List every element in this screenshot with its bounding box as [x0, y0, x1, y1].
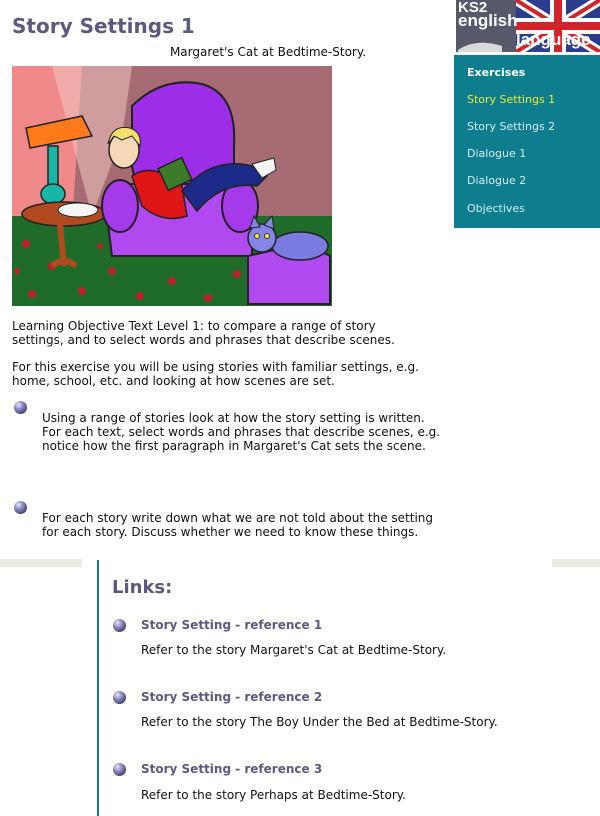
- link-story-setting-reference-1[interactable]: Story Setting - reference 1: [141, 618, 323, 632]
- logo-text-language: language: [516, 30, 591, 49]
- link-description-3: Refer to the story Perhaps at Bedtime-Story.: [141, 788, 406, 802]
- sidebar-item-story-settings-1[interactable]: Story Settings 1: [467, 93, 556, 106]
- ks2-english-language-logo[interactable]: [456, 0, 600, 52]
- exercises-sidebar: [454, 55, 600, 228]
- sidebar-item-story-settings-2[interactable]: Story Settings 2: [467, 120, 556, 133]
- bullet-text-2: For each story write down what we are not told about the setting for each story. Discuss whether we need to know these things.: [42, 511, 433, 539]
- link-story-setting-reference-3[interactable]: Story Setting - reference 3: [141, 762, 323, 776]
- illustration-caption: Margaret's Cat at Bedtime-Story.: [169, 45, 367, 59]
- intro-text: For this exercise you will be using stories with familiar settings, e.g. home, school, etc. and looking at how scenes are set.: [12, 360, 419, 388]
- bullet-icon: [113, 691, 126, 704]
- sidebar-heading: Exercises: [467, 66, 526, 79]
- link-story-setting-reference-2[interactable]: Story Setting - reference 2: [141, 690, 323, 704]
- sidebar-item-objectives[interactable]: Objectives: [467, 202, 525, 215]
- link-description-1: Refer to the story Margaret's Cat at Bedtime-Story.: [141, 643, 447, 657]
- link-description-2: Refer to the story The Boy Under the Bed at Bedtime-Story.: [141, 715, 498, 729]
- bullet-icon: [113, 763, 126, 776]
- page-title: Story Settings 1: [12, 14, 195, 38]
- sidebar-item-dialogue-1[interactable]: Dialogue 1: [467, 147, 527, 160]
- bullet-text-1: Using a range of stories look at how the story setting is written. For each text, select words and phrases that describe scenes, e.g. notice how the first paragraph in Margaret's Cat sets the scene.: [42, 411, 441, 453]
- logo-text-english: english: [458, 11, 518, 30]
- logo-text-ks2: KS2: [458, 0, 488, 16]
- links-panel-border: [97, 560, 99, 816]
- bullet-icon: [113, 619, 126, 632]
- sidebar-item-dialogue-2[interactable]: Dialogue 2: [467, 174, 527, 187]
- links-heading: Links:: [112, 577, 173, 598]
- learning-objective-text: Learning Objective Text Level 1: to compare a range of story settings, and to select words and phrases that describe scenes.: [12, 319, 395, 347]
- section-divider: [0, 559, 600, 567]
- bullet-icon: [14, 401, 27, 414]
- bullet-icon: [14, 501, 27, 514]
- story-illustration: [12, 66, 332, 306]
